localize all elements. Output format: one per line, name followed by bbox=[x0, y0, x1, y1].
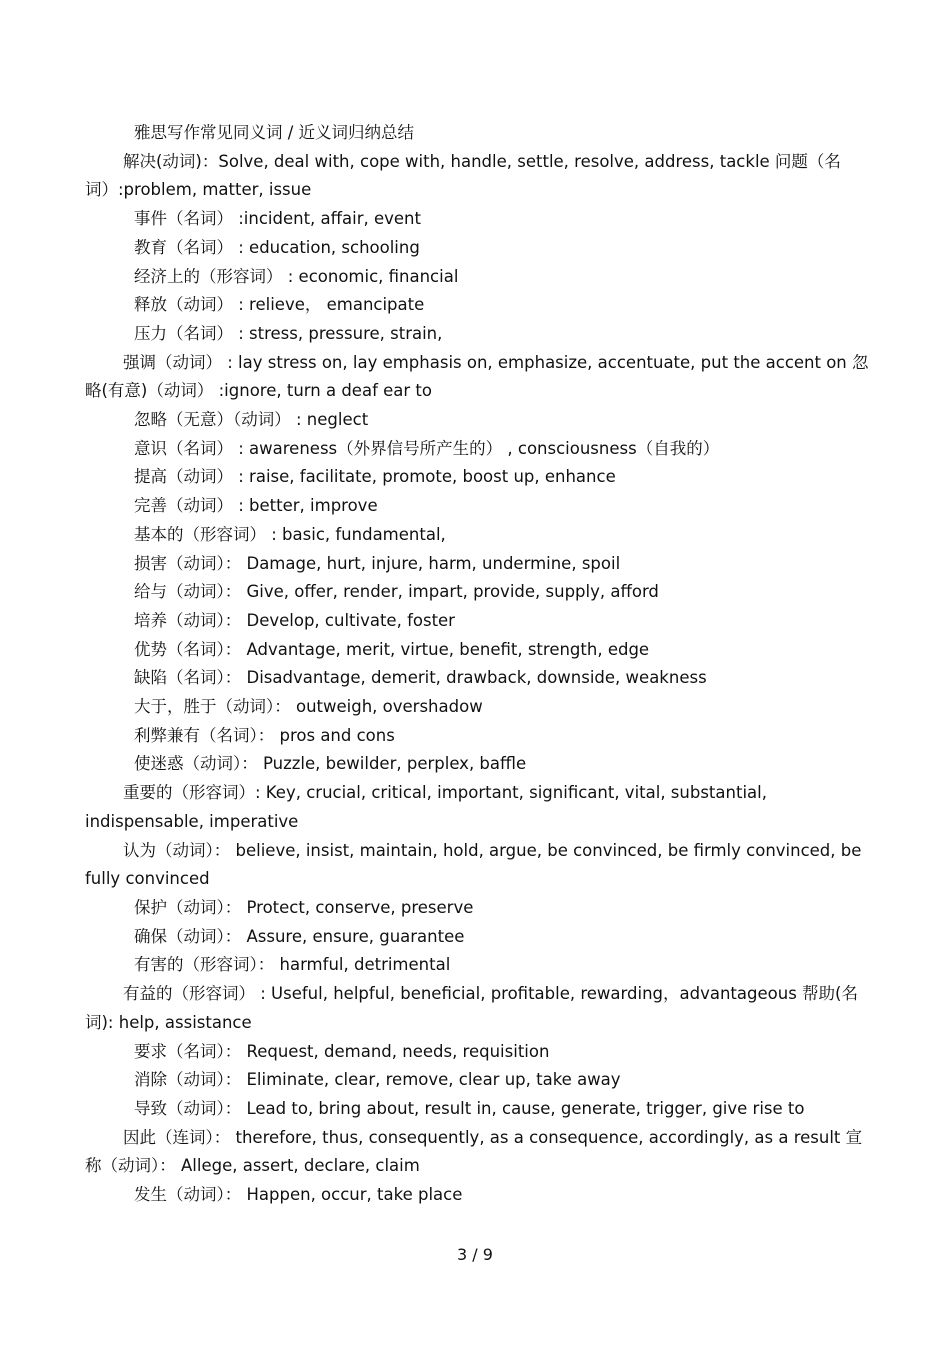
entry-raise: 提高（动词） : raise, facilitate, promote, boost up, enhance bbox=[134, 467, 616, 487]
entry-puzzle: 使迷惑（动词）： Puzzle, bewilder, perplex, baffle bbox=[134, 754, 527, 774]
entry-useful: 有益的（形容词） : Useful, helpful, beneficial, profitable, rewarding，advantageous 帮助(名词): help, assistance bbox=[85, 984, 858, 1032]
entry-develop: 培养（动词）： Develop, cultivate, foster bbox=[134, 610, 455, 630]
entry-advantage: 优势（名词）： Advantage, merit, virtue, benefit, strength, edge bbox=[134, 639, 650, 659]
entry-assure: 确保（动词）： Assure, ensure, guarantee bbox=[134, 926, 465, 946]
document-title: 雅思写作常见同义词 / 近义词归纳总结 bbox=[134, 123, 415, 142]
entry-happen: 发生（动词）： Happen, occur, take place bbox=[134, 1185, 463, 1205]
entry-believe: 认为（动词）： believe, insist, maintain, hold, argue, be convinced, be firmly convinced, be fully convinced bbox=[85, 840, 862, 889]
entry-protect: 保护（动词）： Protect, conserve, preserve bbox=[134, 897, 474, 917]
entry-solve: 解决(动词)：Solve, deal with, cope with, handle, settle, resolve, address, tackle 问题（名词）:problem, matter, issue bbox=[85, 151, 841, 200]
entry-therefore: 因此（连词）： therefore, thus, consequently, as a consequence, accordingly, as a result 宣称（动词）： Allege, assert, declare, claim bbox=[85, 1127, 863, 1176]
entry-improve: 完善（动词） : better, improve bbox=[134, 496, 378, 516]
entry-disadvantage: 缺陷（名词）： Disadvantage, demerit, drawback, downside, weakness bbox=[134, 668, 707, 688]
entry-education: 教育（名词） : education, schooling bbox=[134, 237, 420, 257]
entry-give: 给与（动词）： Give, offer, render, impart, provide, supply, afford bbox=[134, 582, 659, 602]
entry-damage: 损害（动词）： Damage, hurt, injure, harm, undermine, spoil bbox=[134, 553, 621, 573]
entry-important: 重要的（形容词）: Key, crucial, critical, important, significant, vital, substantial, indispensable, imperative bbox=[85, 783, 767, 831]
entry-emphasize: 强调（动词） : lay stress on, lay emphasis on, emphasize, accentuate, put the accent on 忽略(有意)（动词） :ignore, turn a deaf ear to bbox=[85, 352, 869, 401]
entry-awareness: 意识（名词） : awareness（外界信号所产生的） , consciousness（自我的） bbox=[134, 438, 720, 458]
entry-pros-cons: 利弊兼有（名词）： pros and cons bbox=[134, 725, 395, 745]
entry-neglect: 忽略（无意）（动词） : neglect bbox=[134, 410, 369, 430]
entry-harmful: 有害的（形容词）： harmful, detrimental bbox=[134, 955, 451, 975]
document-body bbox=[85, 119, 870, 1210]
entry-outweigh: 大于，胜于（动词）： outweigh, overshadow bbox=[134, 697, 483, 717]
entry-stress: 压力（名词） : stress, pressure, strain, bbox=[134, 323, 443, 343]
entry-economic: 经济上的（形容词） : economic, financial bbox=[134, 266, 459, 286]
entry-relieve: 释放（动词） : relieve， emancipate bbox=[134, 295, 425, 315]
entry-eliminate: 消除（动词）： Eliminate, clear, remove, clear up, take away bbox=[134, 1070, 621, 1090]
entry-incident: 事件（名词） :incident, affair, event bbox=[134, 209, 421, 229]
entry-request: 要求（名词）： Request, demand, needs, requisition bbox=[134, 1041, 550, 1061]
page-number: 3 / 9 bbox=[457, 1245, 493, 1264]
entry-lead-to: 导致（动词）： Lead to, bring about, result in, cause, generate, trigger, give rise to bbox=[134, 1098, 805, 1118]
entry-basic: 基本的（形容词） : basic, fundamental, bbox=[134, 524, 446, 544]
